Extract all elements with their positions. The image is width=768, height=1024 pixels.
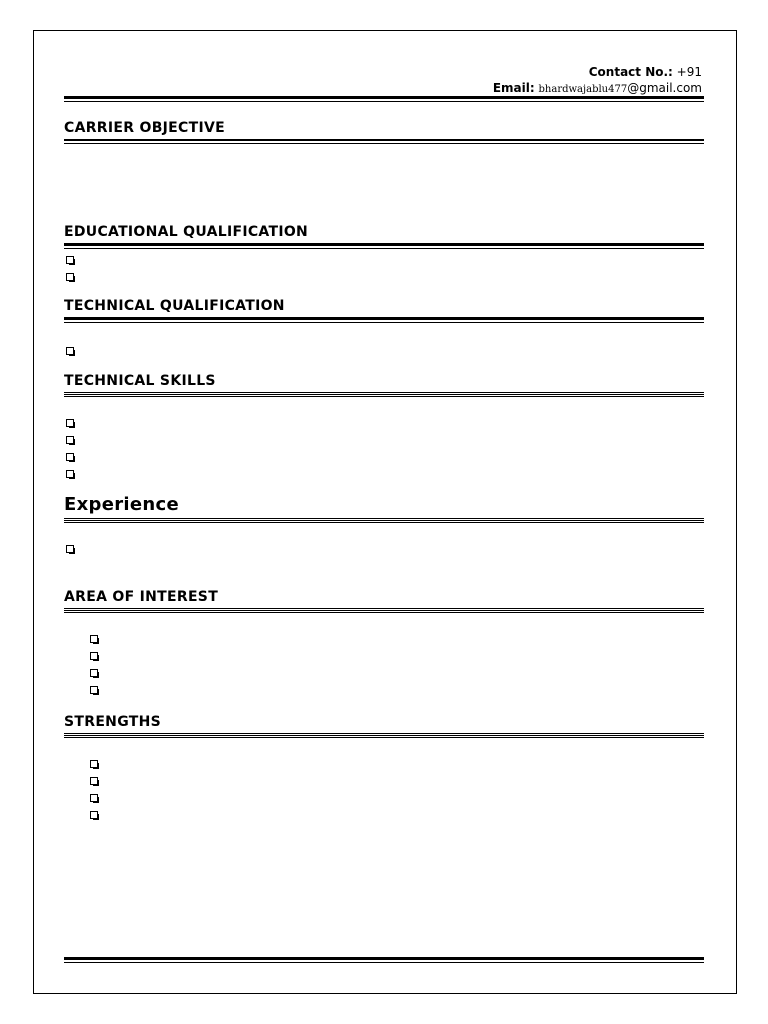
list-item [64,541,704,558]
list-item [64,682,704,699]
checkbox-bullet-icon [66,436,74,444]
phone-label: Contact No.: [588,65,673,79]
checkbox-bullet-icon [90,760,98,768]
checkbox-bullet-icon [90,635,98,643]
technical-skills-list [64,415,704,483]
checkbox-bullet-icon [66,256,74,264]
contact-block [493,64,702,98]
section-experience [64,494,704,558]
section-divider [64,243,704,249]
checkbox-bullet-icon [66,273,74,281]
education-list [64,252,704,286]
section-technical-skills [64,372,704,483]
list-item [64,252,704,269]
checkbox-bullet-icon [90,652,98,660]
section-title-area-of-interest: AREA OF INTEREST [64,589,219,605]
list-item [64,756,704,773]
section-divider [64,608,704,611]
section-strengths [64,713,704,824]
list-item [64,790,704,807]
section-education [64,223,704,286]
list-item [64,343,704,360]
section-technical-qualification [64,297,704,360]
email-label: Email: [492,81,535,95]
strengths-list [64,756,704,824]
checkbox-bullet-icon [90,777,98,785]
list-item [64,432,704,449]
checkbox-bullet-icon [90,811,98,819]
checkbox-bullet-icon [90,686,98,694]
email-domain: @gmail.com [627,81,702,95]
section-title-technical-skills: TECHNICAL SKILLS [64,373,216,389]
technical-qualification-list [64,343,704,360]
phone-line [493,64,702,80]
section-title-objective: CARRIER OBJECTIVE [64,120,225,136]
experience-list [64,541,704,558]
list-item [64,807,704,824]
section-divider [64,733,704,736]
section-divider [64,139,704,144]
section-divider [64,317,704,323]
checkbox-bullet-icon [66,470,74,478]
section-area-of-interest [64,588,704,699]
footer-divider [64,957,704,963]
list-item [64,631,704,648]
list-item [64,415,704,432]
list-item [64,449,704,466]
list-item [64,773,704,790]
checkbox-bullet-icon [90,669,98,677]
checkbox-bullet-icon [66,545,74,553]
section-title-technical-qualification: TECHNICAL QUALIFICATION [64,298,285,314]
phone-value: +91 [672,65,702,79]
interest-list [64,631,704,699]
list-item [64,269,704,286]
section-title-experience: Experience [64,494,179,515]
list-item [64,648,704,665]
header-divider [64,96,704,102]
resume-page [33,30,737,994]
email-user: bhardwajablu477 [538,84,628,95]
section-divider [64,518,704,521]
list-item [64,665,704,682]
checkbox-bullet-icon [66,419,74,427]
checkbox-bullet-icon [90,794,98,802]
section-title-strengths: STRENGTHS [64,714,161,730]
section-divider [64,392,704,395]
checkbox-bullet-icon [66,453,74,461]
section-objective [64,119,704,144]
list-item [64,466,704,483]
checkbox-bullet-icon [66,347,74,355]
section-title-education: EDUCATIONAL QUALIFICATION [64,224,309,240]
